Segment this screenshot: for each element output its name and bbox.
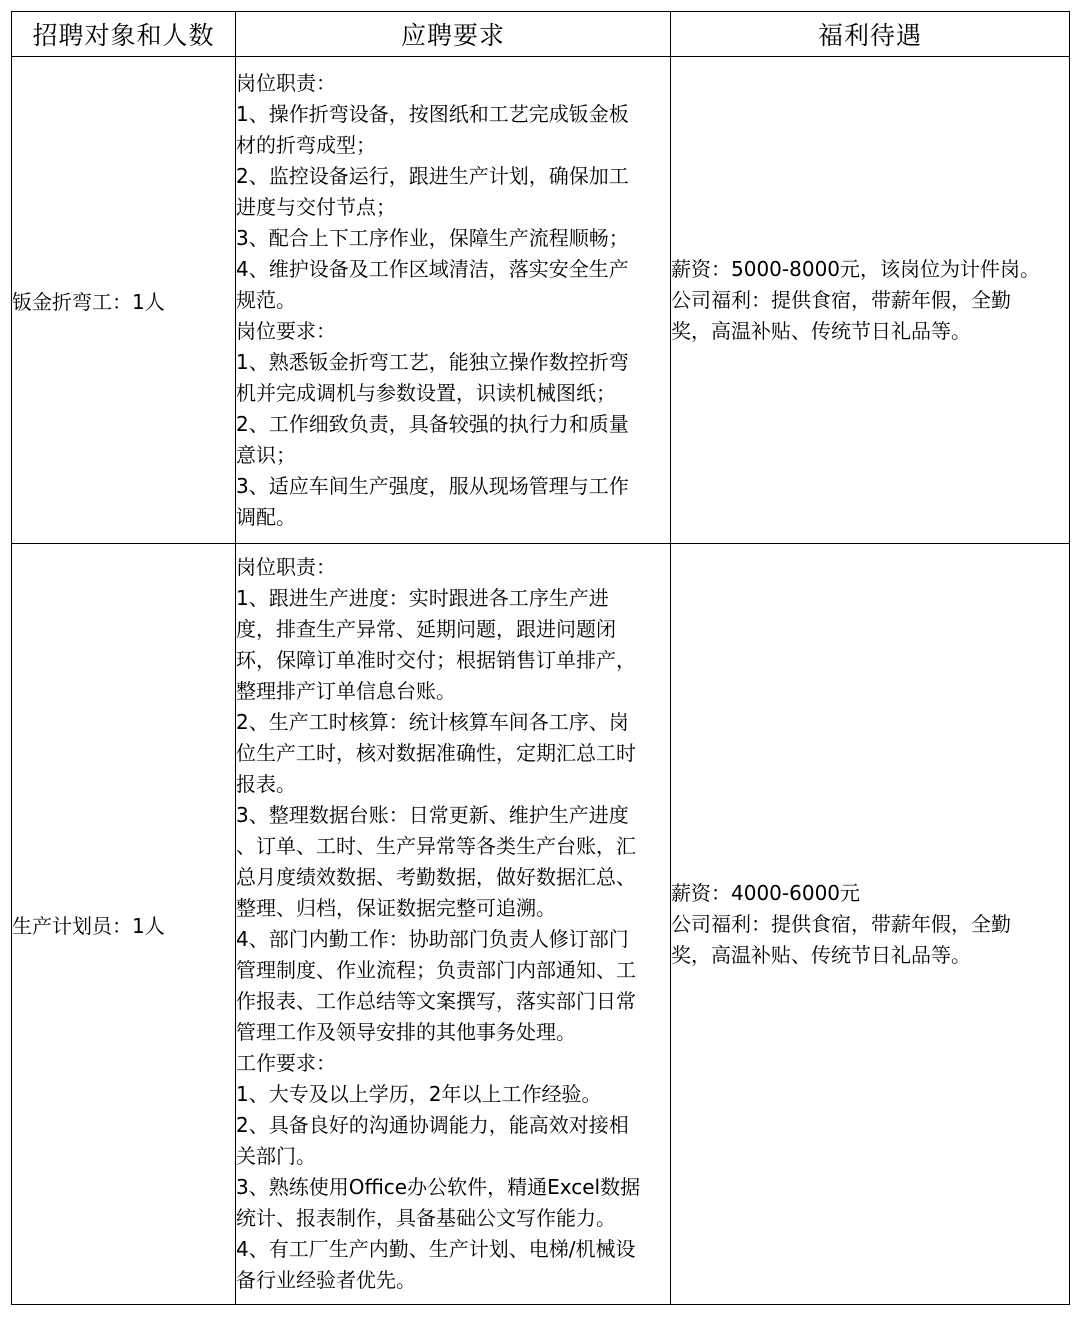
requirement-line: 1、跟进生产进度：实时跟进各工序生产进	[236, 586, 609, 610]
requirement-line: 2、具备良好的沟通协调能力，能高效对接相	[236, 1113, 629, 1137]
requirement-line: 材的折弯成型；	[236, 132, 376, 157]
header-benefits: 福利待遇	[671, 12, 1070, 57]
requirements-cell	[236, 57, 671, 544]
requirement-line: 环，保障订单准时交付；根据销售订单排产，	[236, 648, 636, 672]
requirement-line: 工作要求：	[236, 1051, 336, 1075]
requirement-line: 度，排查生产异常、延期问题，跟进问题闭	[236, 617, 616, 641]
welfare-text: 奖，高温补贴、传统节日礼品等。	[671, 318, 971, 343]
header-positions: 招聘对象和人数	[12, 12, 236, 57]
recruitment-table	[11, 11, 1070, 1305]
requirement-line: 整理、归档，保证数据完整可追溯。	[236, 896, 556, 920]
requirement-line: 4、有工厂生产内勤、生产计划、电梯/机械设	[236, 1237, 636, 1261]
requirement-line: 作报表、工作总结等文案撰写，落实部门日常	[236, 989, 636, 1013]
requirement-line: 备行业经验者优先。	[236, 1268, 416, 1292]
welfare-text: 公司福利：提供食宿，带薪年假，全勤	[671, 911, 1011, 936]
header-requirements: 应聘要求	[236, 12, 671, 57]
requirement-line: 报表。	[236, 772, 296, 796]
requirement-line: 进度与交付节点；	[236, 194, 396, 219]
requirement-line: 3、配合上下工序作业，保障生产流程顺畅；	[236, 225, 629, 250]
requirement-line: 意识；	[236, 442, 296, 467]
requirement-line: 2、监控设备运行，跟进生产计划，确保加工	[236, 163, 629, 188]
requirement-line: 总月度绩效数据、考勤数据，做好数据汇总、	[236, 865, 636, 889]
requirement-line: 机并完成调机与参数设置，识读机械图纸；	[236, 380, 616, 405]
requirement-line: 3、熟练使用Office办公软件，精通Excel数据	[236, 1175, 641, 1199]
requirement-line: 调配。	[236, 504, 296, 529]
requirement-line: 1、熟悉钣金折弯工艺，能独立操作数控折弯	[236, 349, 629, 374]
position-cell: 生产计划员：1人	[12, 544, 236, 1305]
benefits-cell	[671, 57, 1070, 544]
welfare-text: 奖，高温补贴、传统节日礼品等。	[671, 942, 971, 967]
table-row	[12, 544, 1070, 1305]
requirement-line: 位生产工时，核对数据准确性，定期汇总工时	[236, 741, 636, 765]
requirement-line: 4、部门内勤工作：协助部门负责人修订部门	[236, 927, 629, 951]
table-header-row	[12, 12, 1070, 57]
requirement-line: 关部门。	[236, 1144, 316, 1168]
requirement-line: 1、操作折弯设备，按图纸和工艺完成钣金板	[236, 101, 629, 126]
salary-text: 薪资：5000-8000元，该岗位为计件岗。	[671, 256, 1041, 281]
requirement-line: 3、适应车间生产强度，服从现场管理与工作	[236, 473, 629, 498]
requirement-line: 整理排产订单信息台账。	[236, 679, 456, 703]
requirement-line: 规范。	[236, 287, 296, 312]
table-row	[12, 57, 1070, 544]
requirement-line: 岗位职责：	[236, 70, 336, 95]
requirement-line: 2、工作细致负责，具备较强的执行力和质量	[236, 411, 629, 436]
requirement-line: 岗位要求：	[236, 318, 336, 343]
requirement-line: 管理工作及领导安排的其他事务处理。	[236, 1020, 576, 1044]
welfare-text: 公司福利：提供食宿，带薪年假，全勤	[671, 287, 1011, 312]
requirement-line: 、订单、工时、生产异常等各类生产台账，汇	[236, 834, 636, 858]
requirement-line: 4、维护设备及工作区域清洁，落实安全生产	[236, 256, 629, 281]
requirement-line: 管理制度、作业流程；负责部门内部通知、工	[236, 958, 636, 982]
requirement-line: 2、生产工时核算：统计核算车间各工序、岗	[236, 710, 629, 734]
requirements-cell	[236, 544, 671, 1305]
position-cell: 钣金折弯工：1人	[12, 57, 236, 544]
requirement-line: 1、大专及以上学历，2年以上工作经验。	[236, 1082, 602, 1106]
requirement-line: 3、整理数据台账：日常更新、维护生产进度	[236, 803, 629, 827]
requirement-line: 统计、报表制作，具备基础公文写作能力。	[236, 1206, 616, 1230]
requirement-line: 岗位职责：	[236, 555, 336, 579]
benefits-cell	[671, 544, 1070, 1305]
salary-text: 薪资：4000-6000元	[671, 880, 861, 905]
